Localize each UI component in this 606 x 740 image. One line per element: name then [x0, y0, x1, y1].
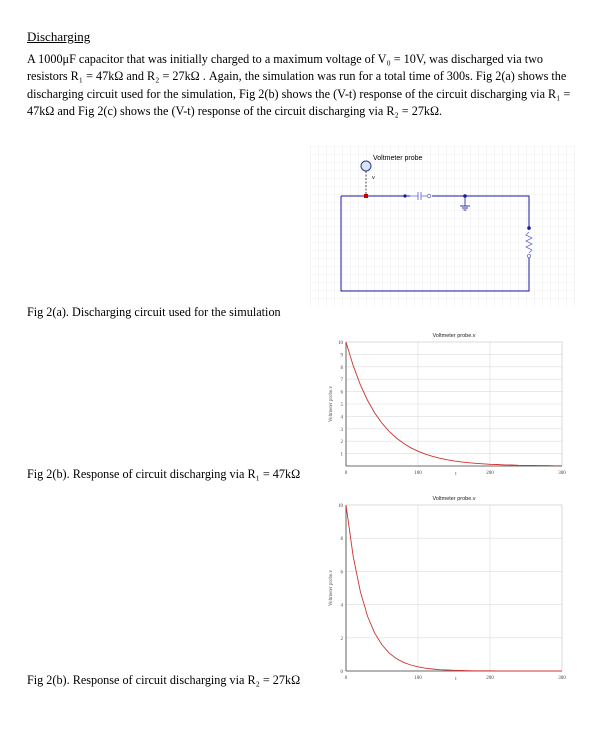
capacitor-terminal [403, 194, 406, 197]
intro-paragraph: A 1000μF capacitor that was initially charged to a maximum voltage of V₀ = 10V, was discharged via two resistors R₁ = 47kΩ and R₂ = 27kΩ . Again, the simulation was run for a total time of 300s. Fig 2(a) shows the discharging circuit used for the simulation, Fig 2(b) shows the (V-t) response of the circuit discharging via R₁ = 47kΩ and Fig 2(c) shows the (V-t) response of the circuit discharging via R₂ = 27kΩ. [27, 52, 571, 119]
x-tick-label: 100 [414, 471, 422, 476]
voltmeter-probe-icon [361, 161, 371, 171]
y-tick-label: 2 [340, 636, 343, 642]
series-line [346, 505, 562, 671]
x-tick-label: 200 [486, 676, 494, 681]
y-tick-label: 6 [340, 570, 343, 576]
x-tick-label: 100 [414, 676, 422, 681]
chart-title: Voltmeter probe.v [432, 333, 476, 339]
y-tick-label: 10 [338, 341, 343, 346]
section-heading: Discharging [27, 29, 91, 44]
y-tick-label: 0 [340, 670, 343, 675]
y-tick-label: 2 [340, 440, 343, 446]
y-axis-label: Voltmeter probe.v [329, 569, 334, 607]
y-tick-label: 10 [338, 504, 343, 509]
probe-node [364, 194, 368, 198]
fig-b-caption: Fig 2(b). Response of circuit discharging via R₁ = 47kΩ [27, 467, 301, 481]
y-tick-label: 8 [340, 365, 343, 371]
y-tick-label: 8 [340, 537, 343, 543]
fig-c-plot [324, 493, 570, 683]
x-tick-label: 300 [558, 471, 566, 476]
y-tick-label: 9 [340, 353, 343, 359]
x-tick-label: 300 [558, 676, 566, 681]
y-tick-label: 1 [340, 452, 343, 458]
fig-c-chart [324, 493, 570, 683]
fig-a-caption: Fig 2(a). Discharging circuit used for the simulation [27, 305, 281, 319]
fig-b-chart [324, 330, 570, 478]
x-tick-label: 0 [344, 471, 348, 476]
y-tick-label: 6 [340, 390, 343, 396]
circuit-diagram [310, 146, 575, 306]
y-tick-label: 5 [340, 403, 343, 408]
y-tick-label: 7 [340, 378, 343, 384]
circuit-figure [310, 146, 575, 306]
probe-terminal-label: v [372, 175, 375, 181]
y-axis-label: Voltmeter probe.v [329, 385, 334, 423]
x-tick-label: 0 [344, 676, 348, 681]
fig-c-caption: Fig 2(b). Response of circuit discharging via R₂ = 27kΩ [27, 673, 301, 687]
y-tick-label: 4 [340, 603, 343, 609]
circuit-grid [310, 146, 575, 306]
x-tick-label: 200 [486, 471, 494, 476]
y-tick-label: 3 [340, 427, 343, 433]
chart-title: Voltmeter probe.v [432, 496, 476, 502]
x-axis-label: t [455, 472, 457, 477]
plot-frame [346, 505, 562, 671]
y-tick-label: 4 [340, 415, 343, 421]
fig-b-plot [324, 330, 570, 478]
probe-label: Voltmeter probe [373, 155, 423, 162]
x-axis-label: t [455, 677, 457, 682]
